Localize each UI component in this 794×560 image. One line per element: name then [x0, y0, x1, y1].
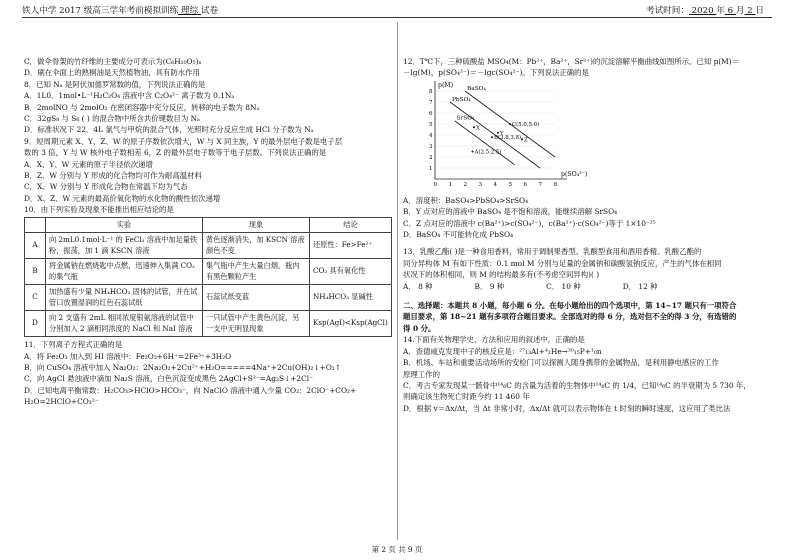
y-tick-label: 2	[429, 154, 433, 161]
text-line: B．机场、车站和重要活动场所的安检门可以探测人随身携带的金属物品，是利用静电感应的工作	[403, 358, 719, 368]
point-marker	[491, 136, 493, 138]
text-line: A．将 Fe₂O₃ 加入到 HI 溶液中：Fe₂O₃+6H⁺=2Fe³⁺+3H₂O	[24, 351, 232, 361]
exam-title	[22, 4, 218, 16]
table-cell: C	[25, 285, 46, 311]
text-line: 同分异构体 M 有如下性质：0.1 mol M 分别与足量的金属钠和碳酸氢钠反应，产生的气体在相同	[403, 258, 722, 268]
experiment-table	[24, 217, 392, 338]
text-line: 10．由下列实验及现象不能推出相应结论的是	[24, 205, 174, 215]
q12-options	[403, 195, 775, 241]
table-body	[25, 233, 392, 337]
text-line: 13．乳酸乙酯( )是一种食用香料，常用于调制果香型、乳酸型食用和酒用香精。乳酸乙酯的	[403, 247, 702, 257]
q13-options	[403, 281, 775, 292]
table-cell: 将金属钠在燃烧匙中点燃，迅速伸入集满 CO₂ 的集气瓶	[46, 259, 203, 285]
text-line: B．2molNO 与 2molO₂ 在密闭容器中充分反应，转移的电子数为 8Nₐ	[24, 102, 260, 112]
point-label: X	[476, 125, 480, 132]
table-header-cell	[25, 217, 46, 233]
point-marker	[521, 138, 523, 140]
text-line: C．做伞骨架的竹纤维的主要成分可表示为(C₆H₁₀O₅)ₙ	[24, 57, 202, 66]
text-line: D．X、Z、W 元素的最高价氧化物的水化物的酸性依次递增	[24, 193, 221, 203]
point-label: Z	[524, 137, 528, 144]
series-label: BaSO₄	[467, 85, 486, 92]
table-header-cell: 实验	[46, 217, 203, 233]
y-tick-label: 1	[429, 165, 433, 172]
text-line: 数的 3 倍，Y 与 W 核外电子数相差 6，Z 的最外层电子数等于电子层数。下列说法正确的是	[24, 148, 327, 158]
text-line: 原理工作的	[403, 369, 440, 379]
table-cell: 一只试管中产生黄色沉淀，另一支中无明显现象	[203, 311, 310, 337]
x-tick-label: 1	[448, 181, 453, 188]
text-line: C．32gS₈ 与 S₆ ( ) 的混合物中所含共价键数目为 Nₐ	[24, 114, 200, 124]
table-cell: CO₂ 具有氧化性	[310, 259, 392, 285]
text-line: B．Z、W 分别与 Y 形成的化合物均可作为耐高温材料	[24, 171, 202, 181]
column-divider	[397, 22, 398, 540]
date-label: 考试时间：	[645, 6, 689, 16]
q12-stem	[403, 56, 775, 79]
y-tick-label: 6	[429, 110, 433, 117]
text-line: －lg(M)，p(SO₄²⁻)＝－lgc(SO₄²⁻)。下列说法正确的是	[403, 68, 589, 78]
point-marker	[497, 132, 499, 134]
table-cell: 加热盛有少量 NH₄HCO₃ 固体的试管，并在试管口放置湿润的红色石蕊试纸	[46, 285, 203, 311]
text-line: 状况下的体积相同，则 M 的结构最多有(不考虑空间异构)( )	[403, 270, 600, 280]
text-line: D．已知电离平衡常数：H₂CO₃>HClO>HCO₃⁻，向 NaClO 溶液中通入少量 CO₂：2ClO⁻+CO₂+	[24, 385, 357, 395]
table-row	[25, 259, 392, 285]
option-item: A． 8 种	[403, 281, 433, 291]
text-line: A．1L0．1mol•L⁻¹H₂C₂O₄ 溶液中含 C₂O₄²⁻ 离子数为 0.1Nₐ	[24, 91, 235, 101]
table-cell: 黄色逐渐消失，加 KSCN 溶液颜色不变	[203, 233, 310, 259]
text-line: 12．T℃下，三种硫酸盐 MSO₄(M：Pb²⁺，Ba²⁺，Sr²⁺)的沉淀溶解平衡曲线如图所示。已知 p(M)＝	[403, 57, 740, 66]
text-line: 得 0 分。	[403, 323, 436, 333]
paper-type-text: 试卷	[200, 6, 219, 16]
table-cell: 向 2 支盛有 2mL 相同浓度银氨溶液的试管中分别加入 2 滴相同浓度的 NaCl 和 NaI 溶液	[46, 311, 203, 337]
y-tick-label: 8	[429, 88, 433, 95]
x-tick-label: 5	[508, 181, 513, 188]
point-marker	[509, 123, 511, 125]
text-line: 14.下面有关物理学史、方法和应用的叙述中，正确的是	[403, 335, 585, 345]
text-line: 11．下列离子方程式正确的是	[24, 340, 123, 350]
text-line: C．X、W 分别与 Y 形成化合物在常温下均为气态	[24, 182, 188, 192]
y-tick-label: 3	[429, 143, 433, 150]
point-marker	[472, 150, 474, 152]
point-label: C(5.0,5.0)	[512, 121, 540, 128]
text-line: H₂O=2HClO+CO₃²⁻	[24, 397, 99, 407]
left-question-block-2	[24, 339, 392, 407]
text-line: A．溶度积：BaSO₄>PbSO₄>SrSO₄	[403, 195, 529, 205]
table-cell: B	[25, 259, 46, 285]
date-day: 2	[744, 6, 756, 16]
x-tick-label: 2	[463, 181, 468, 188]
table-cell: 石蕊试纸变蓝	[203, 285, 310, 311]
text-line: 则确定该生物死亡时距今约 11 460 年	[403, 392, 530, 402]
table-cell: 还原性：Fe>Fe²⁺	[310, 233, 392, 259]
year-unit: 年	[716, 6, 725, 16]
q14-block	[403, 334, 775, 414]
text-line: A．X、Y、W 元素的原子半径依次递增	[24, 159, 153, 169]
section-two-instructions	[403, 300, 775, 334]
option-item: D． 12 种	[622, 281, 658, 291]
x-axis-label: p(SO₄²⁻)	[561, 170, 588, 178]
table-cell: 集气瓶中产生大量白烟，瓶内有黑色颗粒产生	[203, 259, 310, 285]
date-month: 6	[724, 6, 736, 16]
y-tick-label: 7	[429, 99, 433, 106]
page-header	[0, 0, 794, 20]
subject-text: 理综	[178, 6, 201, 16]
page-footer: 第 2 页 共 9 页	[371, 545, 423, 554]
text-line: D．BaSO₄ 不可能转化成 PbSO₄	[403, 230, 514, 240]
chart-svg	[413, 81, 603, 193]
text-line: 9．短周期元素 X、Y、Z、W 的原子序数依次增大，W 与 X 同主族，Y 的最外层电子数是电子层	[24, 136, 343, 146]
exam-date	[646, 4, 764, 16]
y-tick-label: 5	[429, 121, 433, 128]
text-line: D．刷在伞面上的熟桐油是天然植物油，具有防水作用	[24, 68, 200, 78]
q13-stem	[403, 246, 775, 280]
text-line: C．向 AgCl 悬浊液中滴加 Na₂S 溶液，白色沉淀变成黑色 2AgCl+S²⁻=Ag₂S↓+2Cl⁻	[24, 374, 314, 384]
right-column	[403, 56, 775, 414]
table-header-cell: 结论	[310, 217, 392, 233]
x-tick-label: 6	[523, 181, 528, 188]
table-row	[25, 311, 392, 337]
text-line: 8．已知 Nₐ 是阿伏加德罗常数的值，下列说法正确的是	[24, 79, 206, 89]
table-cell: D	[25, 311, 46, 337]
text-line: B．向 CuSO₄ 溶液中加入 Na₂O₂：2Na₂O₂+2Cu²⁺+H₂O=====4Na⁺+2Cu(OH)₂↓+O₂↑	[24, 363, 341, 372]
table-header-row	[25, 217, 392, 233]
text-line: 二、选择题：本题共 8 小题，每小题 6 分。在每小题给出的四个选项中，第 14~17 题只有一项符合	[403, 301, 737, 311]
x-tick-label: 4	[493, 181, 498, 188]
point-label: Y	[500, 130, 504, 137]
series-label: PbSO₄	[452, 96, 471, 103]
x-tick-label: 3	[478, 181, 483, 188]
table-cell: Ksp(AgI)<Ksp(AgCl)	[310, 311, 392, 337]
date-year: 2020	[688, 6, 717, 16]
left-question-block	[24, 56, 392, 216]
point-label: A(2.5,2.5)	[474, 149, 502, 156]
left-column	[24, 56, 392, 408]
table-cell: A	[25, 233, 46, 259]
table-row	[25, 233, 392, 259]
school-grade-text: 铁人中学 2017 级高三学年考前模拟训练	[22, 6, 179, 16]
solubility-chart	[413, 81, 603, 193]
x-tick-label: 8	[553, 181, 558, 188]
header-rule	[22, 17, 772, 18]
text-line: D．标准状况下 22．4L 氯气与甲烷的混合气体，光照时充分反应生成 HCl 分子数为 Nₐ	[24, 125, 314, 135]
month-unit: 月	[735, 6, 745, 16]
day-unit: 日	[755, 6, 764, 16]
point-marker	[473, 126, 475, 128]
table-row	[25, 285, 392, 311]
text-line: C．Z 点对应的溶液中 c(Ba²⁺)>c(SO₄²⁻)，c(Ba²⁺)·c(SO₄²⁻)等于 1×10⁻²⁵	[403, 218, 656, 228]
text-line: B．Y 点对应的溶液中 BaSO₄ 是不饱和溶液，能继续溶解 SrSO₄	[403, 207, 618, 217]
table-cell: 向 2mL0.1mol·L⁻¹ 的 FeCl₃ 溶液中加足量铁粉，振荡，加 1 滴 KSCN 溶液	[46, 233, 203, 259]
option-item: C． 10 种	[546, 281, 581, 291]
text-line: 题目要求，第 18~21 题有多项符合题目要求。全部选对的得 6 分，选对但不全的得 3 分，有选错的	[403, 312, 737, 322]
series-label: SrSO₄	[456, 115, 475, 122]
table-header-cell: 现象	[203, 217, 310, 233]
text-line: D．根据 v＝Δx/Δt，当 Δt 非常小时，Δx/Δt 就可以表示物体在 t 时刻的瞬时速度，这应用了类比法	[403, 403, 731, 413]
y-axis-label: p(M)	[438, 81, 454, 89]
option-item: B． 9 种	[474, 281, 505, 291]
x-tick-label: 7	[538, 181, 543, 188]
x-tick-label: 0	[433, 181, 438, 188]
text-line: A．查德威克发现中子的核反应是：²⁷₁₃Al+⁴₂He→³⁰₁₅P+¹₀n	[403, 346, 602, 356]
table-cell: NH₄HCO₃ 显碱性	[310, 285, 392, 311]
point-label: B(3.8,3.8)	[494, 135, 522, 142]
text-line: C．考古专家发现某一骸骨中¹⁴₆C 的含量为活着的生物体中¹⁴₆C 的 1/4，已知¹⁴₆C 的半衰期为 5 730 年，	[403, 380, 751, 390]
y-tick-label: 4	[429, 132, 433, 139]
